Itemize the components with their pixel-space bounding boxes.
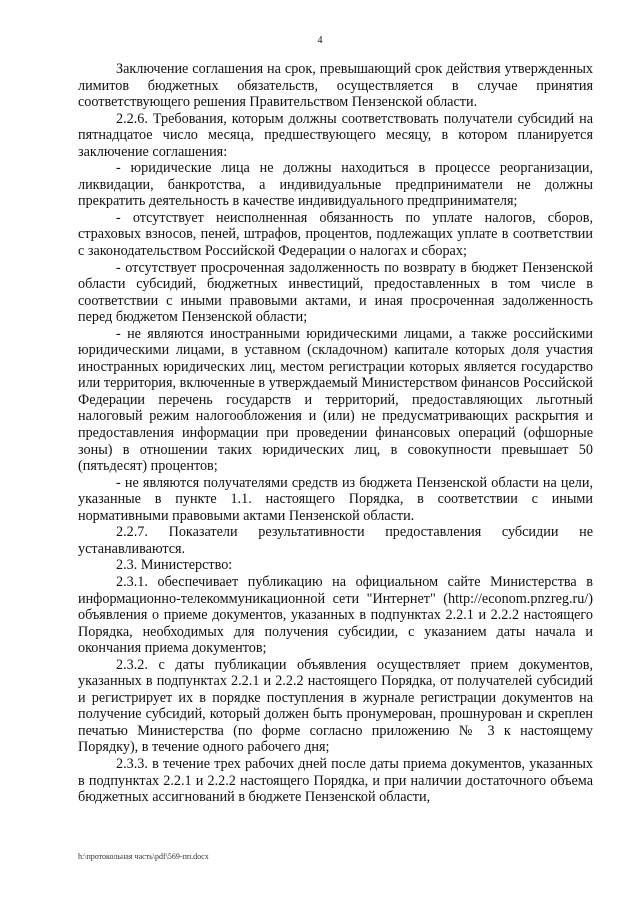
paragraph-requirement-reorganization: - юридические лица не должны находиться в процессе реорганизации, ликвидации, банкротства, а индивидуальные предприниматели не должны прекратить деятельность в качестве индивидуального предпринимателя; bbox=[78, 160, 593, 210]
paragraph-2-3-1: 2.3.1. обеспечивает публикацию на официальном сайте Министерства в информационно-телекоммуникационной сети "Интернет" (http://econom.pnzreg.ru/) объявления о приеме документов, указанных в подпунктах 2.2.1 и 2.2.2 настоящего Порядка, необходимых для получения субсидии, с указанием даты начала и окончания приема документов; bbox=[78, 573, 593, 657]
paragraph-agreement-term: Заключение соглашения на срок, превышающий срок действия утвержденных лимитов бюджетных обязательств, осуществляется в случае принятия соответствующего решения Правительством Пензенской области. bbox=[78, 61, 593, 111]
paragraph-requirement-other-funds: - не являются получателями средств из бюджета Пензенской области на цели, указанные в пункте 1.1. настоящего Порядка, в соответствии с иными нормативными правовыми актами Пензенской области. bbox=[78, 474, 593, 524]
paragraph-requirement-debt: - отсутствует просроченная задолженность по возврату в бюджет Пензенской области субсидий, бюджетных инвестиций, предоставленных в том числе в соответствии с иными правовыми актами, и иная просроченная задолженность перед бюджетом Пензенской области; bbox=[78, 259, 593, 326]
footer-file-path: h:\протокольная часть\pdf\569-пп.docx bbox=[78, 852, 209, 861]
paragraph-2-2-6: 2.2.6. Требования, которым должны соответствовать получатели субсидий на пятнадцатое число месяца, предшествующего месяцу, в котором планируется заключение соглашения: bbox=[78, 110, 593, 160]
document-body bbox=[78, 61, 593, 806]
paragraph-2-3-2: 2.3.2. с даты публикации объявления осуществляет прием документов, указанных в подпунктах 2.2.1 и 2.2.2 настоящего Порядка, от получателей субсидий и регистрирует их в порядке поступления в журнале регистрации документов на получение субсидий, который должен быть пронумерован, прошнурован и скреплен печатью Министерства (по форме согласно приложению № 3 к настоящему Порядку), в течение одного рабочего дня; bbox=[78, 656, 593, 756]
paragraph-2-2-7: 2.2.7. Показатели результативности предоставления субсидии не устанавливаются. bbox=[78, 524, 593, 557]
paragraph-2-3-3: 2.3.3. в течение трех рабочих дней после даты приема документов, указанных в подпунктах 2.2.1 и 2.2.2 настоящего Порядка, и при наличии достаточного объема бюджетных ассигнований в бюджете Пензенской области, bbox=[78, 755, 593, 806]
paragraph-requirement-foreign: - не являются иностранными юридическими лицами, а также российскими юридическими лицами, в уставном (складочном) капитале которых доля участия иностранных юридических лиц, местом регистрации которых является государство или территория, включенные в утверждаемый Министерством финансов Российской Федерации перечень государств и территорий, предоставляющих льготный налоговый режим налогообложения и (или) не предусматривающих раскрытия и предоставления информации при проведении финансовых операций (офшорные зоны) в отношении таких юридических лиц, в совокупности превышает 50 (пятьдесят) процентов; bbox=[78, 325, 593, 475]
page-number: 4 bbox=[317, 35, 323, 46]
paragraph-requirement-taxes: - отсутствует неисполненная обязанность по уплате налогов, сборов, страховых взносов, пеней, штрафов, процентов, подлежащих уплате в соответствии с законодательством Российской Федерации о налогах и сборах; bbox=[78, 209, 593, 260]
paragraph-2-3: 2.3. Министерство: bbox=[116, 557, 233, 574]
